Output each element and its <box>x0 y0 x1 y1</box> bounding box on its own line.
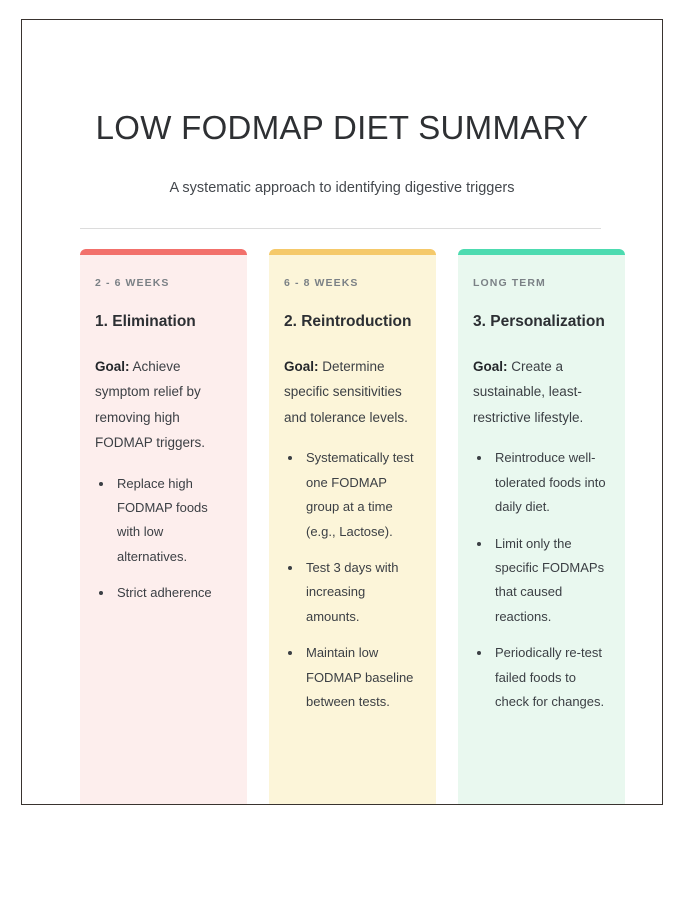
card-goal-3 <box>473 354 610 430</box>
card-title-2: 2. Reintroduction <box>284 313 412 330</box>
card-goal-text-3: Create a sustainable, least-restrictive lifestyle. <box>473 359 584 425</box>
document-page <box>21 19 663 805</box>
page-title: LOW FODMAP DIET SUMMARY <box>95 109 589 147</box>
list-item: • Limit only the specific FODMAPs that caused reactions. <box>492 532 610 630</box>
list-item: • Reintroduce well-tolerated foods into daily diet. <box>492 446 610 519</box>
card-bullet-list-3 <box>473 446 610 714</box>
card-title-3: 3. Personalization <box>473 313 605 330</box>
list-item: • Test 3 days with increasing amounts. <box>303 556 421 629</box>
phase-card-elimination <box>80 249 247 805</box>
card-duration-label-3: LONG TERM <box>473 277 546 289</box>
page-subtitle: A systematic approach to identifying digestive triggers <box>169 179 515 196</box>
phase-card-personalization <box>458 249 625 805</box>
card-goal-1 <box>95 354 232 456</box>
list-item: • Maintain low FODMAP baseline between tests. <box>303 641 421 714</box>
card-goal-text-1: Achieve symptom relief by removing high FODMAP triggers. <box>95 359 206 451</box>
card-goal-label-1: Goal: <box>95 359 130 375</box>
card-goal-label-2: Goal: <box>284 359 319 375</box>
card-bullet-list-2 <box>284 446 421 714</box>
card-bullet-list-1 <box>95 472 232 606</box>
list-item: • Strict adherence <box>114 581 232 605</box>
card-goal-label-3: Goal: <box>473 359 508 375</box>
card-duration-label-2: 6 - 8 WEEKS <box>284 277 359 289</box>
list-item: • Systematically test one FODMAP group at a time (e.g., Lactose). <box>303 446 421 544</box>
list-item: • Replace high FODMAP foods with low alternatives. <box>114 472 232 570</box>
phase-cards-row <box>80 249 625 805</box>
phase-card-reintroduction <box>269 249 436 805</box>
card-duration-label-1: 2 - 6 WEEKS <box>95 277 170 289</box>
card-goal-2 <box>284 354 421 430</box>
header-divider <box>80 228 601 229</box>
card-goal-text-2: Determine specific sensitivities and tolerance levels. <box>284 359 408 425</box>
card-title-1: 1. Elimination <box>95 313 196 330</box>
list-item: • Periodically re-test failed foods to check for changes. <box>492 641 610 714</box>
